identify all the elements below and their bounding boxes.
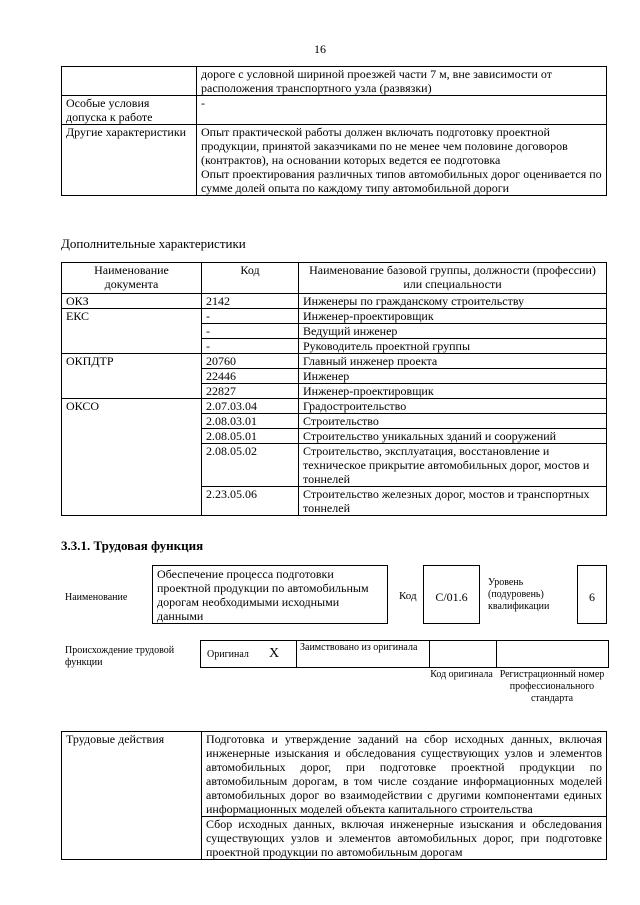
action-item: Подготовка и утверждение заданий на сбор исходных данных, включая инженерные изыскания и обследования существующих узлов и элементов автомобильных дорог, при подготовке проектной продукции по автомобильным дорогам, в том числе создание информационных моделей автомобильных дорог во взаимодействии с другими компонентами единых информационных моделей объекта капитального строительства (202, 732, 607, 817)
column-header: Наименование документа (62, 263, 202, 294)
actions-label: Трудовые действия (62, 732, 202, 860)
extra-characteristics-table (61, 262, 607, 516)
table-row (62, 732, 607, 817)
code-label: Код (399, 590, 417, 602)
row-value: - (197, 96, 607, 125)
row-value-line: Опыт проектирования различных типов автомобильных дорог оценивается по сумме долей опыта по каждому типу автомобильной дороги (201, 167, 602, 195)
code-cell: - (202, 309, 299, 324)
doc-name: ЕКС (62, 309, 202, 354)
name-cell: Строительство уникальных зданий и сооружений (299, 429, 607, 444)
qualification-requirements-table (61, 66, 607, 196)
table-row (62, 67, 607, 96)
name-cell: Градостроительство (299, 399, 607, 414)
section-title: 3.3.1. Трудовая функция (61, 538, 204, 553)
table-row (62, 294, 607, 309)
name-cell: Ведущий инженер (299, 324, 607, 339)
row-label: Другие характеристики (62, 125, 197, 196)
level-label: Уровень (подуровень) квалификации (488, 577, 550, 612)
table-row (62, 96, 607, 125)
code-cell: 2.07.03.04 (202, 399, 299, 414)
code-cell: 20760 (202, 354, 299, 369)
doc-name: ОКПДТР (62, 354, 202, 399)
table-header-row (62, 263, 607, 294)
row-value: дороге с условной шириной проезжей части 7 м, вне зависимости от расположения транспортного узла (развязки) (197, 67, 607, 96)
reg-number-label: Регистрационный номер профессионального стандарта (499, 669, 605, 704)
code-cell: 22446 (202, 369, 299, 384)
original-mark: X (269, 646, 280, 661)
reg-number-cell (496, 641, 608, 667)
name-cell: Инженер-проектировщик (299, 309, 607, 324)
code-cell: - (202, 339, 299, 354)
code-value-box: C/01.6 (423, 565, 480, 624)
name-cell: Руководитель проектной группы (299, 339, 607, 354)
origin-label: Происхождение трудовой функции (65, 645, 175, 668)
table-row (62, 125, 607, 196)
doc-name: ОКЗ (62, 294, 202, 309)
name-cell: Строительство, эксплуатация, восстановление и техническое прикрытие автомобильных дорог, мостов и тоннелей (299, 444, 607, 487)
table-row (62, 399, 607, 414)
function-name-box: Обеспечение процесса подготовки проектной продукции по автомобильным дорогам необходимыми исходными данными (152, 565, 388, 624)
column-header: Наименование базовой группы, должности (профессии) или специальности (299, 263, 607, 294)
code-cell: 2.08.03.01 (202, 414, 299, 429)
page-number: 16 (314, 42, 326, 56)
row-value (197, 125, 607, 196)
name-cell: Инженеры по гражданскому строительству (299, 294, 607, 309)
row-label: Особые условия допуска к работе (62, 96, 197, 125)
code-cell: 2.23.05.06 (202, 487, 299, 516)
name-cell: Главный инженер проекта (299, 354, 607, 369)
name-cell: Строительство (299, 414, 607, 429)
origin-code-cell (429, 641, 497, 667)
row-label (62, 67, 197, 96)
labor-actions-table (61, 731, 607, 860)
code-cell: 2.08.05.02 (202, 444, 299, 487)
table-row (62, 309, 607, 324)
doc-name: ОКСО (62, 399, 202, 516)
borrowed-label: Заимствовано из оригинала (300, 642, 418, 653)
code-cell: 22827 (202, 384, 299, 399)
level-value-box: 6 (577, 565, 607, 624)
origin-row (200, 640, 609, 668)
name-cell: Инженер (299, 369, 607, 384)
borrowed-cell (296, 641, 430, 667)
extra-characteristics-heading: Дополнительные характеристики (61, 236, 246, 251)
name-cell: Инженер-проектировщик (299, 384, 607, 399)
origin-code-label: Код оригинала (430, 669, 493, 680)
code-cell: 2.08.05.01 (202, 429, 299, 444)
row-value-line: Опыт практической работы должен включать подготовку проектной продукции, принятой заказчиками по не менее чем половине договоров (контрактов), на основании которых ведется ее подготовка (201, 125, 568, 167)
original-label: Оригинал (207, 649, 249, 660)
code-cell: 2142 (202, 294, 299, 309)
name-cell: Строительство железных дорог, мостов и транспортных тоннелей (299, 487, 607, 516)
name-label: Наименование (65, 592, 128, 603)
table-row (62, 354, 607, 369)
column-header: Код (202, 263, 299, 294)
action-item: Сбор исходных данных, включая инженерные изыскания и обследования существующих узлов и элементов автомобильных дорог, при подготовке проектной продукции по автомобильным дорогам (202, 817, 607, 860)
code-cell: - (202, 324, 299, 339)
